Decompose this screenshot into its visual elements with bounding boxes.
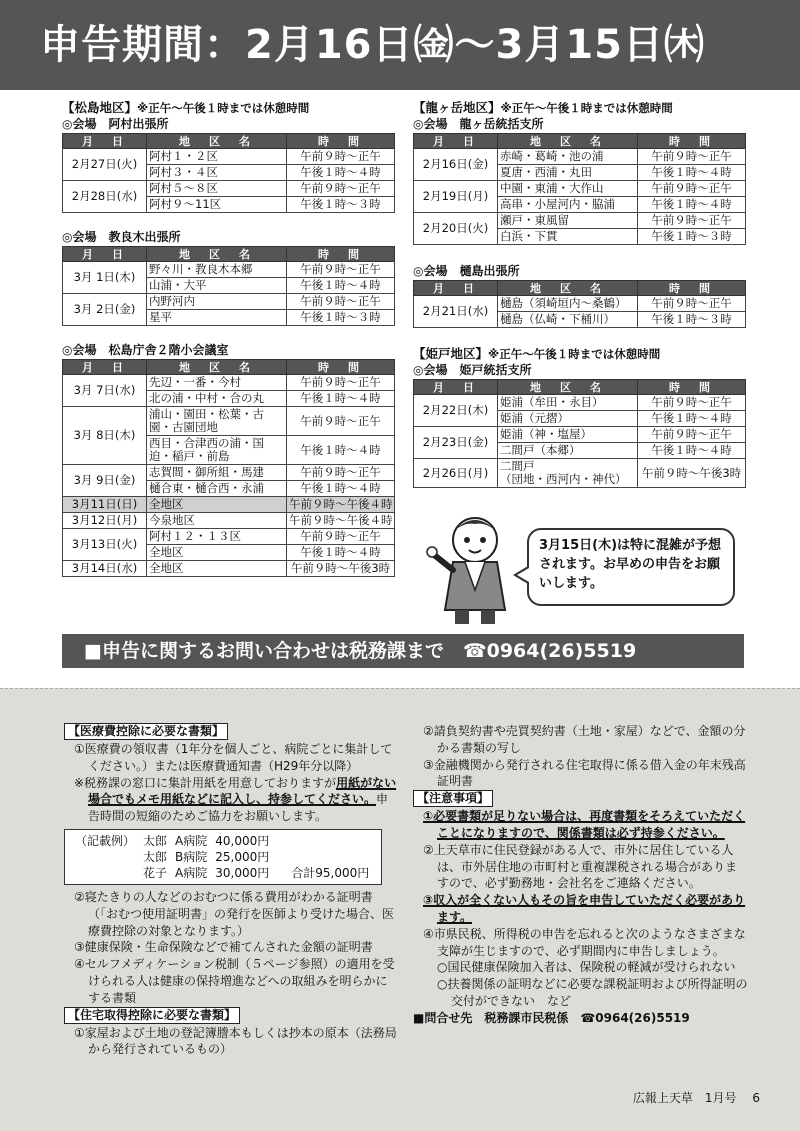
matsushima-heading — [62, 100, 394, 116]
example-row — [71, 865, 373, 881]
example-cell: A病院 — [175, 833, 208, 848]
date-cell: 2月27日(火) — [63, 149, 147, 181]
area-cell: 阿村９～11区 — [147, 197, 287, 213]
time-cell: 午前９時～正午 — [287, 529, 395, 545]
time-cell: 午後１時～４時 — [287, 481, 395, 497]
speech-bubble-tail-inner — [517, 568, 529, 582]
area-cell: 志賀間・御所組・馬建 — [147, 465, 287, 481]
tatsugatake-title: 【龍ヶ岳地区】 — [413, 100, 501, 115]
time-cell: 午前９時～正午 — [638, 427, 746, 443]
example-cell — [273, 833, 373, 849]
note-2 — [423, 842, 748, 892]
med-item-2: ②寝たきりの人などのおむつに係る費用がわかる証明書（「おむつ使用証明書」の発行を医師より受けた場合、医療費控除の対象となります。） — [74, 889, 395, 938]
mascot-illustration — [425, 510, 525, 628]
note-4: ④市県民税、所得税の申告を忘れると次のようなさまざまな支障が生じますので、必ず期間内に申告しましょう。 — [423, 926, 746, 958]
venue-himedo: ◎会場 姫戸統括支所 — [413, 363, 532, 377]
table-header-row — [414, 380, 746, 395]
lower-right-column — [413, 723, 748, 1027]
area-cell: 姫浦（牟田・永目） — [498, 395, 638, 411]
table-row — [63, 497, 395, 513]
table-header-row — [63, 134, 395, 149]
area-cell: 浦山・園田・松葉・古園・古園団地 — [147, 407, 287, 436]
column-header: 地 区 名 — [147, 360, 287, 375]
column-header: 地 区 名 — [147, 134, 287, 149]
med-item-3: ③健康保険・生命保険などで補てんされた金額の証明書 — [74, 940, 373, 955]
area-cell: 樋島（仏崎・下桶川） — [498, 312, 638, 328]
area-cell: 高串・小屋河内・脇浦 — [498, 197, 638, 213]
date-cell: 2月23日(金) — [414, 427, 498, 459]
time-cell: 午前９時～正午 — [638, 149, 746, 165]
date-cell: 3月12日(月) — [63, 513, 147, 529]
date-cell: 2月22日(木) — [414, 395, 498, 427]
note-4b: ○扶養関係の証明などに必要な課税証明および所得証明の交付ができない など — [437, 977, 748, 1008]
time-cell: 午後１時～３時 — [638, 229, 746, 245]
area-cell: 全地区 — [147, 497, 287, 513]
area-cell: 夏唐・西浦・丸田 — [498, 165, 638, 181]
area-cell: 白浜・下貫 — [498, 229, 638, 245]
med-note-c: 申告時間の短縮のためご協力をお願いします。 — [88, 792, 389, 824]
date-cell: 2月28日(水) — [63, 181, 147, 213]
table-row — [63, 294, 395, 310]
venue-kyoragi: ◎会場 教良木出張所 — [62, 230, 181, 244]
schedule-table — [62, 246, 395, 326]
time-cell: 午前９時～正午 — [638, 181, 746, 197]
table-header-row — [63, 247, 395, 262]
date-cell: 3月13日(火) — [63, 529, 147, 561]
date-cell: 2月16日(金) — [414, 149, 498, 181]
time-cell: 午後１時～４時 — [638, 411, 746, 427]
table-row — [414, 149, 746, 165]
matsushima-note: ※正午～午後１時までは休憩時間 — [137, 101, 310, 115]
schedule-table — [413, 379, 746, 488]
table-header-row — [414, 134, 746, 149]
column-header: 月 日 — [63, 360, 147, 375]
housing-label: 【住宅取得控除に必要な書類】 — [64, 1007, 240, 1024]
table-header-row — [414, 281, 746, 296]
table-row — [414, 296, 746, 312]
page-footer: 広報上天草 1月号 6 — [632, 1091, 760, 1105]
area-cell: 北の浦・中村・合の丸 — [147, 391, 287, 407]
time-cell: 午前９時～正午 — [287, 149, 395, 165]
himedo-title: 【姫戸地区】 — [413, 346, 489, 361]
contact-bar: ■申告に関するお問い合わせは税務課まで ☎0964(26)5519 — [62, 634, 744, 668]
area-cell: 内野河内 — [147, 294, 287, 310]
area-cell: 全地区 — [147, 545, 287, 561]
area-cell: 姫浦（元摺） — [498, 411, 638, 427]
table-row — [63, 561, 395, 577]
inquiry-line: ■問合せ先 税務課市民税係 ☎0964(26)5519 — [413, 1010, 690, 1025]
example-row — [71, 833, 373, 849]
area-cell: 野々川・教良木本郷 — [147, 262, 287, 278]
himedo-heading — [413, 346, 745, 362]
column-header: 時 間 — [638, 281, 746, 296]
time-cell: 午後１時～３時 — [638, 312, 746, 328]
speech-bubble — [527, 528, 735, 606]
time-cell: 午後１時～４時 — [287, 545, 395, 561]
venue-amura: ◎会場 阿村出張所 — [62, 117, 169, 131]
area-cell: 姫浦（神・塩屋） — [498, 427, 638, 443]
area-cell: 星平 — [147, 310, 287, 326]
time-cell: 午後１時～４時 — [287, 278, 395, 294]
example-cell: B病院 — [175, 849, 208, 864]
schedule-table — [62, 133, 395, 213]
tatsugatake-note: ※正午～午後１時までは休憩時間 — [500, 101, 673, 115]
time-cell: 午前９時～正午 — [287, 465, 395, 481]
table-row — [414, 459, 746, 488]
note-1: ①必要書類が足りない場合は、再度書類をそろえていただくことになりますので、関係書類は必ず持参ください。 — [423, 809, 746, 840]
column-header: 月 日 — [414, 281, 498, 296]
example-row — [71, 849, 373, 865]
column-header: 時 間 — [638, 134, 746, 149]
venue-tatsugatake: ◎会場 龍ヶ岳統括支所 — [413, 117, 544, 131]
speech-bubble-text: 3月15日(木)は特に混雑が予想されます。お早めの申告をお願いします。 — [539, 538, 722, 591]
date-cell: 3月 1日(木) — [63, 262, 147, 294]
house-item-2: ②請負契約書や売買契約書（土地・家屋）などで、金額の分かる書類の写し — [423, 724, 746, 755]
table-row — [63, 529, 395, 545]
medical-label: 【医療費控除に必要な書類】 — [64, 723, 228, 740]
column-header: 月 日 — [414, 134, 498, 149]
med-note-b: 用紙がない場合でもメモ用紙などに記入し、持参してください。 — [88, 775, 397, 807]
area-cell: 今泉地区 — [147, 513, 287, 529]
area-cell: 中園・東浦・大作山 — [498, 181, 638, 197]
med-item-1: ①医療費の領収書（1年分を個人ごと、病院ごとに集計してください。）または医療費通知書（H29年分以降） — [74, 742, 393, 773]
time-cell: 午前９時～正午 — [638, 213, 746, 229]
time-cell: 午前９時～正午 — [287, 375, 395, 391]
time-cell: 午前９時～正午 — [287, 294, 395, 310]
example-box — [64, 829, 382, 885]
time-cell: 午前９時～正午 — [638, 395, 746, 411]
schedule-table — [62, 359, 395, 577]
table-row — [63, 181, 395, 197]
area-cell: 赤崎・葛崎・池の浦 — [498, 149, 638, 165]
column-header: 時 間 — [638, 380, 746, 395]
right-sections — [413, 100, 745, 488]
time-cell: 午後１時～４時 — [638, 197, 746, 213]
med-note-a: ※税務課の窓口に集計用紙を用意しておりますが — [74, 775, 337, 790]
tatsugatake-heading — [413, 100, 745, 116]
time-cell: 午前９時～正午 — [638, 296, 746, 312]
lower-left-column — [64, 723, 399, 1058]
area-cell: 先辺・一番・今村 — [147, 375, 287, 391]
time-cell: 午前９時～正午 — [287, 181, 395, 197]
area-cell: 阿村１・２区 — [147, 149, 287, 165]
area-cell: 樋合東・樋合西・永浦 — [147, 481, 287, 497]
example-label: （記載例） — [75, 833, 136, 848]
time-cell: 午前９時～午後４時 — [287, 513, 395, 529]
time-cell: 午後１時～４時 — [287, 391, 395, 407]
table-row — [414, 427, 746, 443]
column-header: 時 間 — [287, 134, 395, 149]
note-2a: ②上天草市に住民登録がある人で、市外に居住している人は、市外居住地の市町村と重複課税される場合がありますので、 — [423, 842, 738, 891]
page-title: 申告期間：2月16日㈮～3月15日㈭ — [0, 0, 800, 90]
column-header: 時 間 — [287, 247, 395, 262]
med-item-4: ④セルフメディケーション税制（５ページ参照）の適用を受けられる人は健康の保持増進などへの取組みを明らかにする書類 — [74, 957, 395, 1005]
table-row — [63, 149, 395, 165]
matsushima-title: 【松島地区】 — [62, 100, 138, 115]
area-cell: 阿村１２・１３区 — [147, 529, 287, 545]
area-cell: 山浦・大平 — [147, 278, 287, 294]
schedule-table — [413, 280, 746, 328]
example-cell: 40,000円 — [215, 833, 270, 848]
example-table — [71, 833, 373, 881]
time-cell: 午前９時～正午 — [287, 407, 395, 436]
column-header: 地 区 名 — [498, 134, 638, 149]
example-cell: 30,000円 — [215, 865, 270, 880]
table-row — [414, 181, 746, 197]
date-cell: 3月 8日(木) — [63, 407, 147, 465]
column-header: 月 日 — [63, 247, 147, 262]
table-row — [414, 213, 746, 229]
time-cell: 午後１時～４時 — [287, 436, 395, 465]
area-cell: 樋島（須崎垣内～桑鶴） — [498, 296, 638, 312]
column-header: 時 間 — [287, 360, 395, 375]
table-row — [414, 395, 746, 411]
time-cell: 午後１時～４時 — [638, 443, 746, 459]
column-header: 月 日 — [63, 134, 147, 149]
schedule-table — [413, 133, 746, 245]
area-cell: 二間戸（本郷） — [498, 443, 638, 459]
table-row — [63, 513, 395, 529]
time-cell: 午前９時～午後3時 — [287, 561, 395, 577]
example-cell: 25,000円 — [215, 849, 270, 864]
table-row — [63, 465, 395, 481]
column-header: 月 日 — [414, 380, 498, 395]
example-cell: A病院 — [175, 865, 208, 880]
example-cell — [273, 849, 373, 865]
table-header-row — [63, 360, 395, 375]
column-header: 地 区 名 — [498, 281, 638, 296]
med-note — [74, 775, 399, 825]
notes-label: 【注意事項】 — [413, 790, 493, 807]
area-cell: 瀬戸・東風留 — [498, 213, 638, 229]
area-cell: 西目・合津西の浦・国迫・稲戸・前島 — [147, 436, 287, 465]
example-cell: 花子 — [143, 865, 168, 880]
matsushima-section — [62, 100, 394, 577]
example-cell: 太郎 — [143, 849, 168, 864]
example-cell: 太郎 — [143, 833, 168, 848]
time-cell: 午後１時～３時 — [287, 197, 395, 213]
area-cell: 全地区 — [147, 561, 287, 577]
lower-notes-section — [0, 688, 800, 1131]
himedo-note: ※正午～午後１時までは休憩時間 — [488, 347, 661, 361]
table-row — [63, 407, 395, 436]
time-cell: 午前９時～午後４時 — [287, 497, 395, 513]
example-cell: 合計95,000円 — [291, 865, 370, 880]
house-item-1: ①家屋および土地の登記簿謄本もしくは抄本の原本（法務局から発行されているもの） — [74, 1025, 397, 1057]
area-cell: 阿村３・４区 — [147, 165, 287, 181]
table-row — [63, 375, 395, 391]
house-item-3: ③金融機関から発行される住宅取得に係る借入金の年末残高証明書 — [423, 757, 746, 789]
venue-hishima: ◎会場 樋島出張所 — [413, 264, 520, 278]
column-header: 地 区 名 — [498, 380, 638, 395]
date-cell: 2月21日(水) — [414, 296, 498, 328]
date-cell: 3月 2日(金) — [63, 294, 147, 326]
date-cell: 3月 9日(金) — [63, 465, 147, 497]
date-cell: 3月11日(日) — [63, 497, 147, 513]
date-cell: 3月 7日(水) — [63, 375, 147, 407]
note-2b: 必ず勤務地・会社名をご連絡ください。 — [484, 876, 701, 891]
time-cell: 午後１時～３時 — [287, 310, 395, 326]
note-4a: ○国民健康保険加入者は、保険税の軽減が受けられない — [437, 960, 736, 975]
area-cell: 二間戸 （団地・西河内・神代） — [498, 459, 638, 488]
date-cell: 2月20日(火) — [414, 213, 498, 245]
time-cell: 午後１時～４時 — [287, 165, 395, 181]
time-cell: 午前９時～午後3時 — [638, 459, 746, 488]
venue-matsushima-office: ◎会場 松島庁舎２階小会議室 — [62, 343, 229, 357]
table-row — [63, 262, 395, 278]
time-cell: 午後１時～４時 — [638, 165, 746, 181]
area-cell: 阿村５～８区 — [147, 181, 287, 197]
date-cell: 3月14日(水) — [63, 561, 147, 577]
date-cell: 2月26日(月) — [414, 459, 498, 488]
time-cell: 午前９時～正午 — [287, 262, 395, 278]
date-cell: 2月19日(月) — [414, 181, 498, 213]
column-header: 地 区 名 — [147, 247, 287, 262]
note-3: ③収入が全くない人もその旨を申告していただく必要があります。 — [423, 893, 746, 924]
